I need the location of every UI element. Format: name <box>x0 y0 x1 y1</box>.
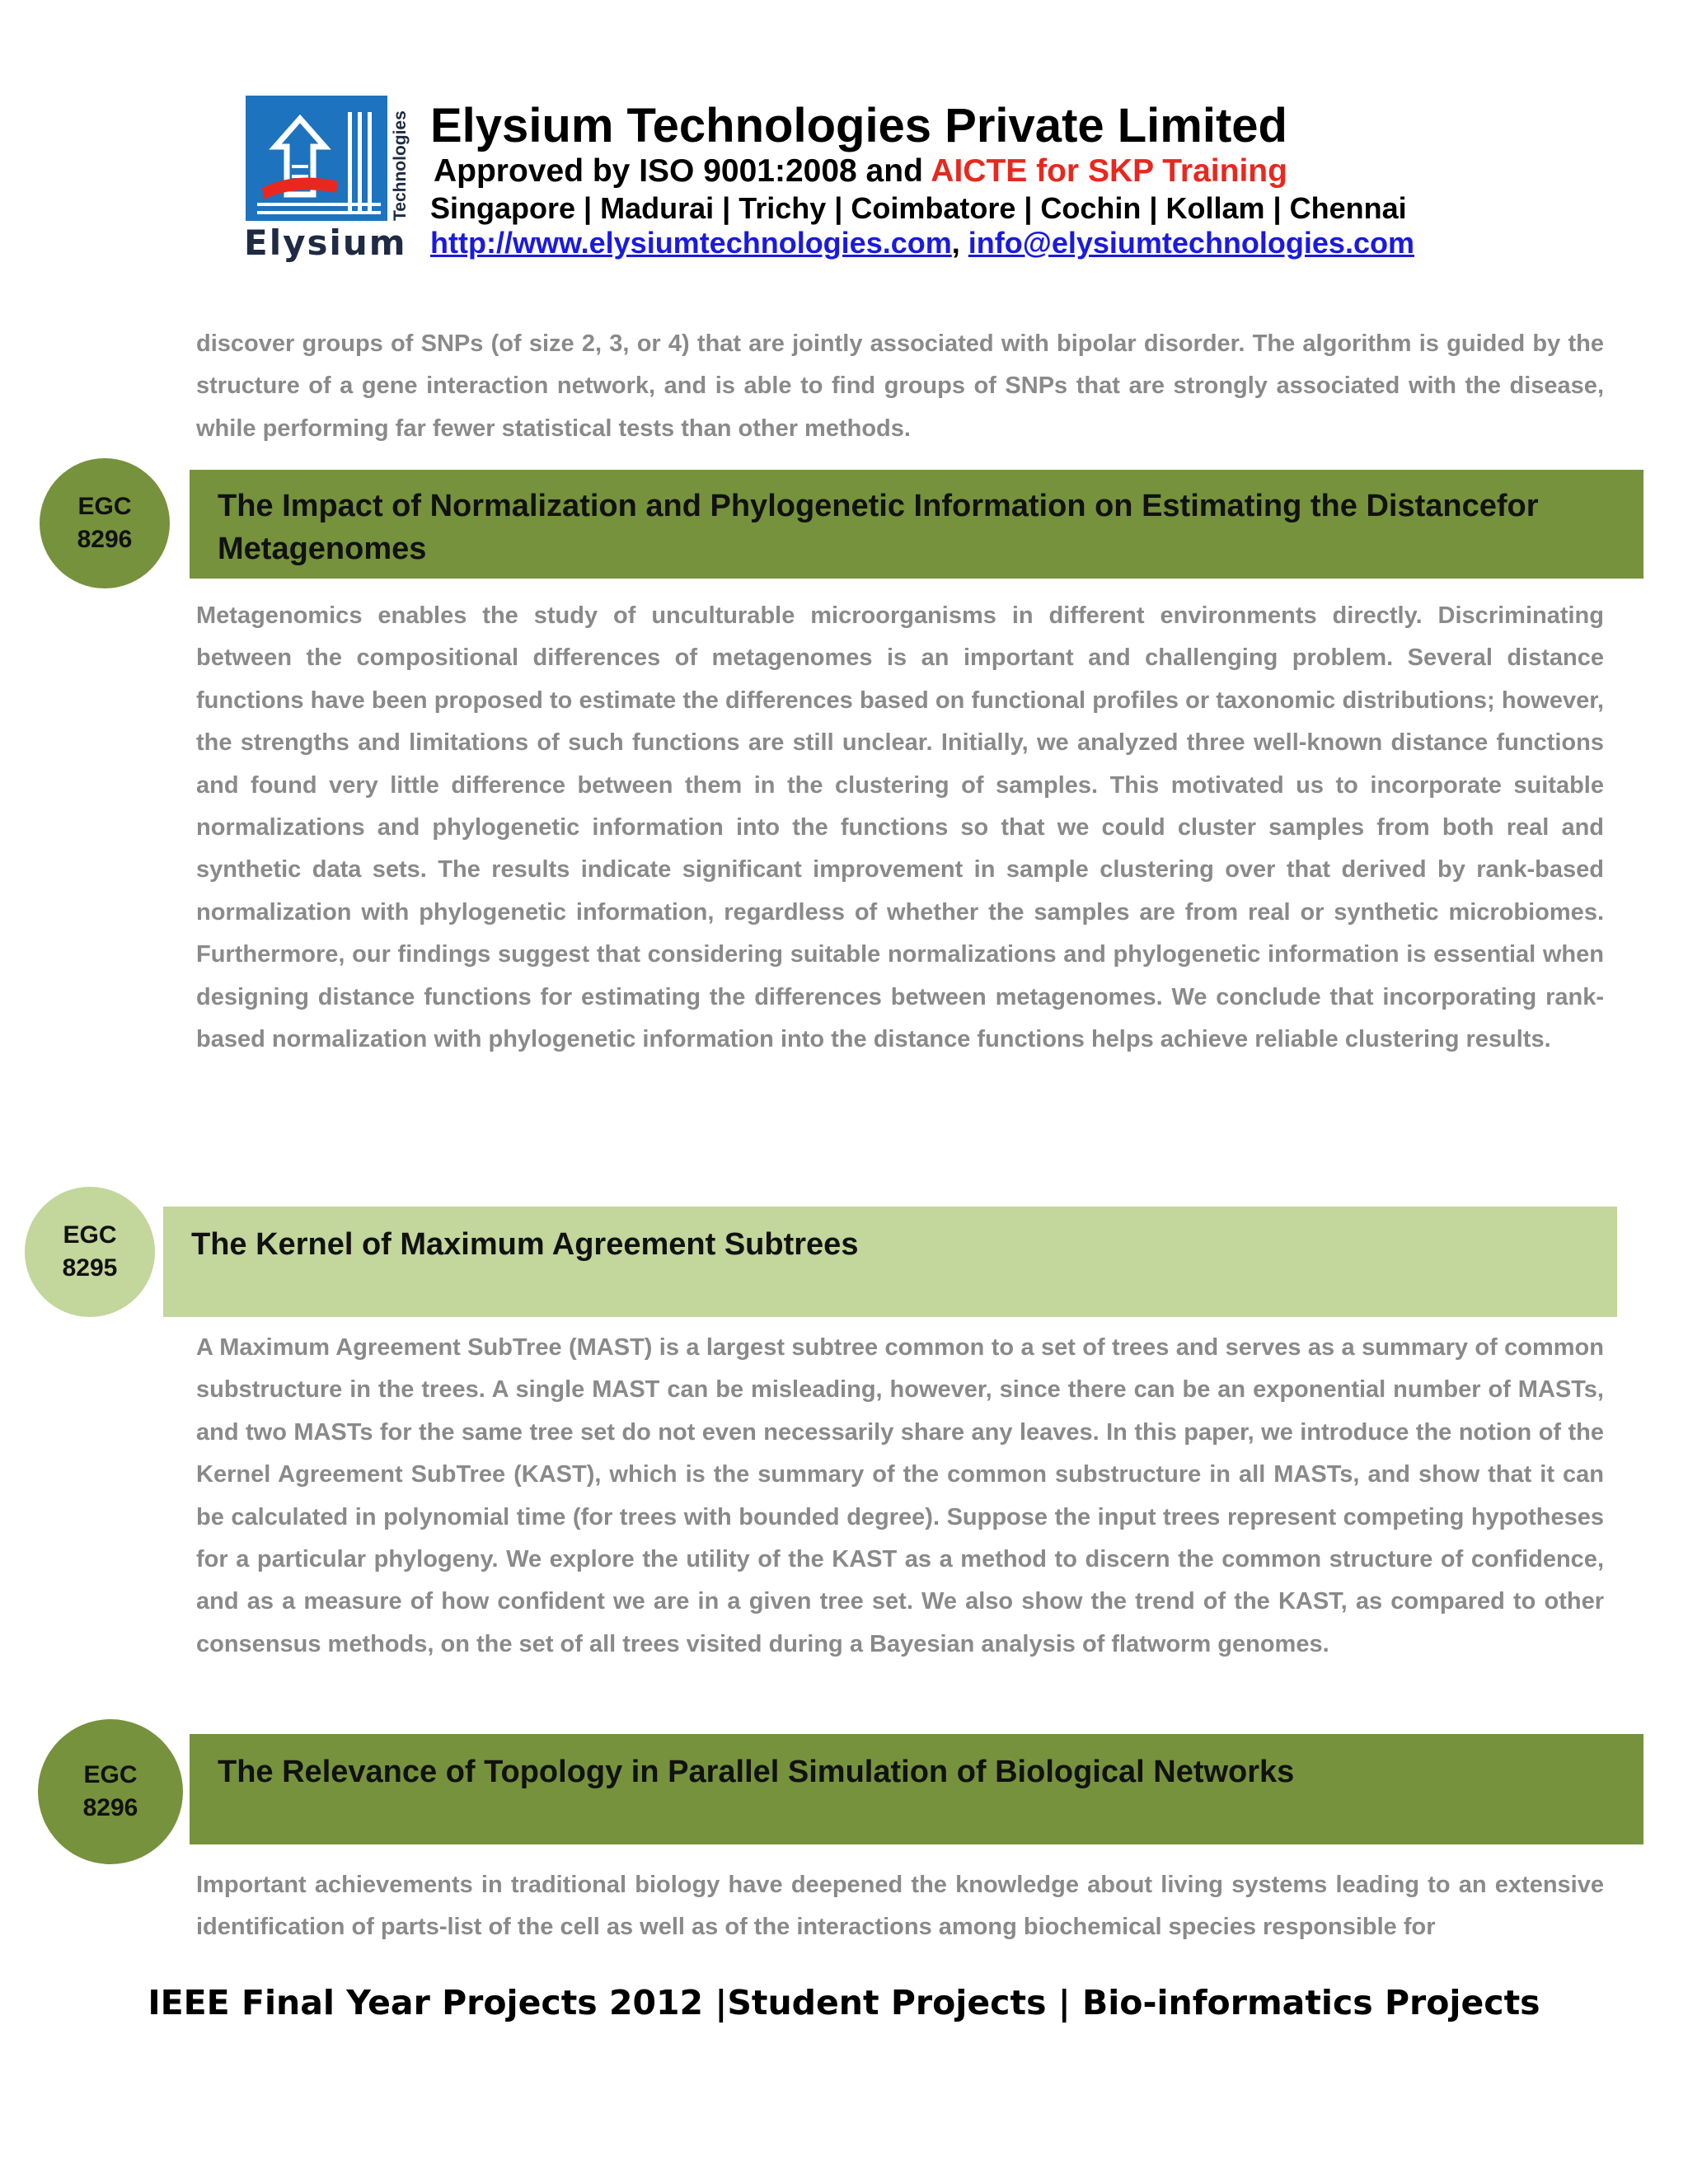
section-title-band <box>190 470 1643 579</box>
badge-number: 8295 <box>62 1254 118 1282</box>
contact-links <box>430 224 1414 262</box>
section-abstract: Metagenomics enables the study of unculturable microorganisms in different environments directly. Discriminating between the compositional differences of metagenomes is an important and challenging problem. Several distance functions have been proposed to estimate the differences based on functional profiles or taxonomic distributions; however, the strengths and limitations of such functions are still unclear. Initially, we analyzed three well-known distance functions and found very little difference between them in the clustering of samples. This motivated us to incorporate suitable normalizations and phylogenetic information into the functions so that we could cluster samples from both real and synthetic data sets. The results indicate significant improvement in sample clustering over that derived by rank-based normalization with phylogenetic information, regardless of whether the samples are from real or synthetic microbiomes. Furthermore, our findings suggest that considering suitable normalizations and phylogenetic information is essential when designing distance functions for estimating the differences between metagenomes. We conclude that incorporating rank-based normalization with phylogenetic information into the distance functions helps achieve reliable clustering results. <box>196 602 1604 1053</box>
project-code-badge <box>40 458 170 588</box>
office-locations: Singapore | Madurai | Trichy | Coimbatore | Cochin | Kollam | Chennai <box>430 191 1407 225</box>
accreditation-prefix: Approved by ISO 9001:2008 and <box>434 153 931 189</box>
badge-prefix: EGC <box>77 493 132 520</box>
website-link[interactable]: http://www.elysiumtechnologies.com <box>430 226 952 260</box>
project-code-badge <box>25 1187 155 1317</box>
accreditation-line <box>434 152 1287 191</box>
company-logo <box>246 96 387 221</box>
company-name: Elysium Technologies Private Limited <box>430 99 1287 152</box>
section-abstract: A Maximum Agreement SubTree (MAST) is a largest subtree common to a set of trees and serves as a summary of common substructure in the trees. A single MAST can be misleading, however, since there can be an exponential number of MASTs, and two MASTs for the same tree set do not even necessarily share any leaves. In this paper, we introduce the notion of the Kernel Agreement SubTree (KAST), which is the summary of the common substructure in all MASTs, and show that it can be calculated in polynomial time (for trees with bounded degree). Suppose the input trees represent competing hypotheses for a particular phylogeny. We explore the utility of the KAST as a method to discern the common structure of confidence, and as a measure of how confident we are in a given tree set. We also show the trend of the KAST, as compared to other consensus methods, on the set of all trees visited during a Bayesian analysis of flatworm genomes. <box>196 1334 1604 1657</box>
svg-text:Technologies: Technologies <box>391 110 410 221</box>
link-separator: , <box>951 226 968 260</box>
section-abstract: Important achievements in traditional biology have deepened the knowledge about living systems leading to an extensive identification of parts-list of the cell as well as of the interactions among biochemical species responsible for <box>196 1872 1604 1941</box>
badge-number: 8296 <box>82 1794 138 1821</box>
logo-wordmark: Elysium <box>244 223 407 263</box>
section-title: The Kernel of Maximum Agreement Subtrees <box>191 1227 859 1262</box>
section-title-band <box>163 1207 1617 1317</box>
email-link[interactable]: info@elysiumtechnologies.com <box>968 226 1414 260</box>
intro-paragraph: discover groups of SNPs (of size 2, 3, or 4) that are jointly associated with bipolar disorder. The algorithm is guided by the structure of a gene interaction network, and is able to find groups of SNPs that are strongly associated with the disease, while performing far fewer statistical tests than other methods. <box>196 330 1604 442</box>
logo-vertical-text <box>389 92 410 224</box>
section-title: The Impact of Normalization and Phylogenetic Information on Estimating the Distancefor Metagenomes <box>218 489 1539 566</box>
page-footer: IEEE Final Year Projects 2012 |Student Projects | Bio-informatics Projects <box>148 1983 1540 2022</box>
section-title-band <box>190 1734 1643 1844</box>
tower-logo-icon <box>246 96 387 221</box>
project-code-badge <box>38 1719 183 1864</box>
badge-prefix: EGC <box>83 1761 138 1788</box>
accreditation-highlight: AICTE for SKP Training <box>931 153 1287 189</box>
badge-prefix: EGC <box>63 1221 117 1249</box>
section-title: The Relevance of Topology in Parallel Simulation of Biological Networks <box>218 1755 1295 1789</box>
badge-number: 8296 <box>77 526 133 553</box>
